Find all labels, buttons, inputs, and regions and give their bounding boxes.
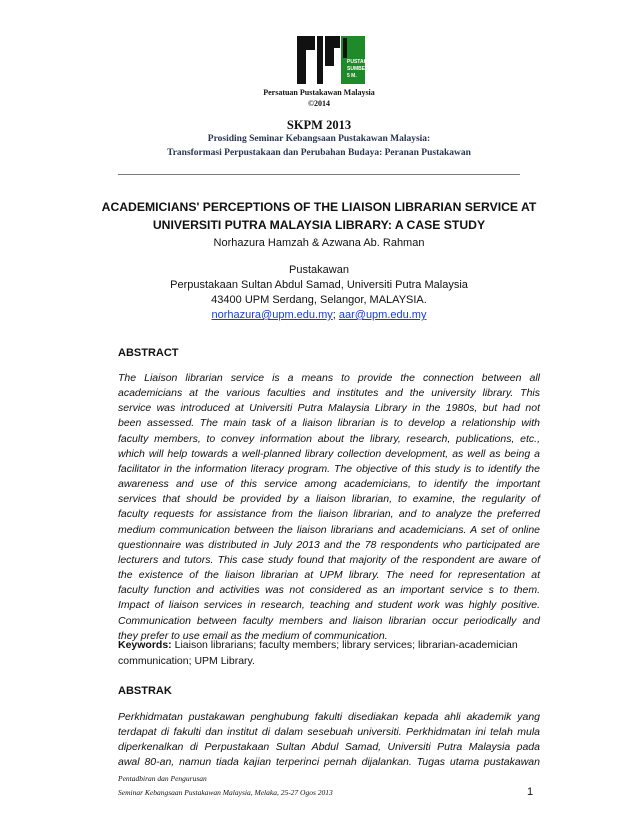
abstract-line: questionnaire was distributed in July 2013 and the 78 respondents who participated are: [118, 538, 540, 551]
abstrak-heading: ABSTRAK: [118, 685, 172, 697]
abstract-line: faculty requests for assistance from the liaison librarian, and to analyze the preferred: [118, 508, 540, 521]
abstract-body: [118, 371, 540, 644]
abstract-line: lecturers and tutors. This case study found that majority of the respondent are aware of: [118, 553, 540, 566]
email-separator: ;: [332, 309, 336, 321]
abstract-line: facilitator in the information literacy program. The objective of this study is to identify the: [118, 462, 540, 475]
author-position: Pustakawan: [289, 264, 349, 276]
page-number: 1: [527, 786, 534, 798]
emails: [0, 308, 638, 323]
abstract-line: Impact of liaison services in research, teaching and student work was highly positive.: [118, 599, 540, 612]
paper-title-line-1: ACADEMICIANS' PERCEPTIONS OF THE LIAISON LIBRARIAN SERVICE AT: [101, 200, 537, 214]
abstract-line: faculty members, to convey information about the library, research, publications, etc.,: [118, 432, 540, 445]
abstrak-line: awal 80-an, namun tiada kajian terperinci pernah dijalankan. Tugas utama pustakawan: [118, 756, 540, 769]
paper-title: [0, 198, 638, 234]
abstrak-line: terdapat di fakulti dan institut di dalam sesebuah universiti. Perkhidmatan ini telah mula: [118, 726, 540, 739]
abstract-line: The Liaison librarian service is a means to provide the connection between all: [118, 372, 540, 384]
abstract-line: they prefer to use email as the medium of communication.: [118, 629, 388, 642]
keywords: [118, 638, 540, 669]
abstract-line: academicians at the various faculties and institutes and the university library. This: [118, 387, 540, 400]
logo-text-1: PUSTAKA: [347, 59, 371, 65]
paper-title-line-2: UNIVERSITI PUTRA MALAYSIA LIBRARY: A CASE STUDY: [152, 218, 486, 232]
keywords-text-1: Liaison librarians; faculty members; library services; librarian-academician: [174, 639, 518, 651]
abstract-line: awareness and use of this service among academicians, to identify the important: [118, 478, 540, 491]
footer-seminar: Seminar Kebangsaan Pustakawan Malaysia, Melaka, 25-27 Ogos 2013: [118, 788, 333, 797]
abstrak-line: diperkenalkan di Perpustakaan Sultan Abdul Samad, Universiti Putra Malaysia pada: [118, 741, 540, 754]
email-link-2[interactable]: aar@upm.edu.my: [338, 309, 427, 321]
institution: Perpustakaan Sultan Abdul Samad, Universiti Putra Malaysia: [170, 279, 468, 291]
proceedings-line-1: Prosiding Seminar Kebangsaan Pustakawan Malaysia:: [207, 134, 431, 144]
affiliation: [0, 263, 638, 323]
copyright-year: ©2014: [308, 99, 330, 108]
abstract-line: services that should be provided by a liaison librarian, to examine, the regularity of: [118, 493, 540, 506]
conference-title: SKPM 2013: [286, 118, 352, 132]
proceedings-line-2: Transformasi Perpustakaan dan Perubahan Budaya: Peranan Pustakawan: [167, 148, 471, 158]
keywords-line-2: communication; UPM Library.: [118, 654, 255, 667]
publisher: Persatuan Pustakawan Malaysia: [263, 88, 375, 97]
abstrak-line: Perkhidmatan pustakawan penghubung fakulti disediakan kepada ahli akademik yang: [118, 711, 540, 723]
abstrak-body: [118, 710, 540, 771]
keywords-line-1: [118, 638, 540, 654]
authors: Norhazura Hamzah & Azwana Ab. Rahman: [213, 237, 425, 249]
logo-text-2: SUMBER: [347, 66, 369, 72]
abstract-line: faculty function and activities was not considered as an important service s to them.: [118, 584, 540, 597]
header-divider: [118, 174, 520, 175]
abstract-line: medium communication between the liaison librarians and academicians. A set of online: [118, 523, 540, 536]
abstract-line: Communication between faculty members and liaison librarian occur periodically and: [118, 614, 540, 627]
pustaka-logo: [295, 34, 371, 86]
email-link-1[interactable]: norhazura@upm.edu.my: [211, 309, 333, 321]
address: 43400 UPM Serdang, Selangor, MALAYSIA.: [211, 294, 427, 306]
abstract-line: service was introduced at Universiti Putra Malaysia Library in the 1980s, but had not: [118, 402, 540, 415]
abstract-line: been assessed. The main task of a liaison librarian is to develop a relationship with: [118, 417, 540, 430]
abstract-line: which will help towards a well-planned library collection development, as well as being a: [118, 447, 540, 460]
abstract-line: the existence of the liaison librarian at UPM library. The need for representation at: [118, 569, 540, 582]
keywords-label: Keywords:: [118, 639, 172, 651]
abstract-heading: ABSTRACT: [118, 347, 179, 359]
footer-section: Pentadbiran dan Pengurusan: [118, 774, 207, 783]
logo-text-3: 5 M.: [347, 73, 357, 79]
